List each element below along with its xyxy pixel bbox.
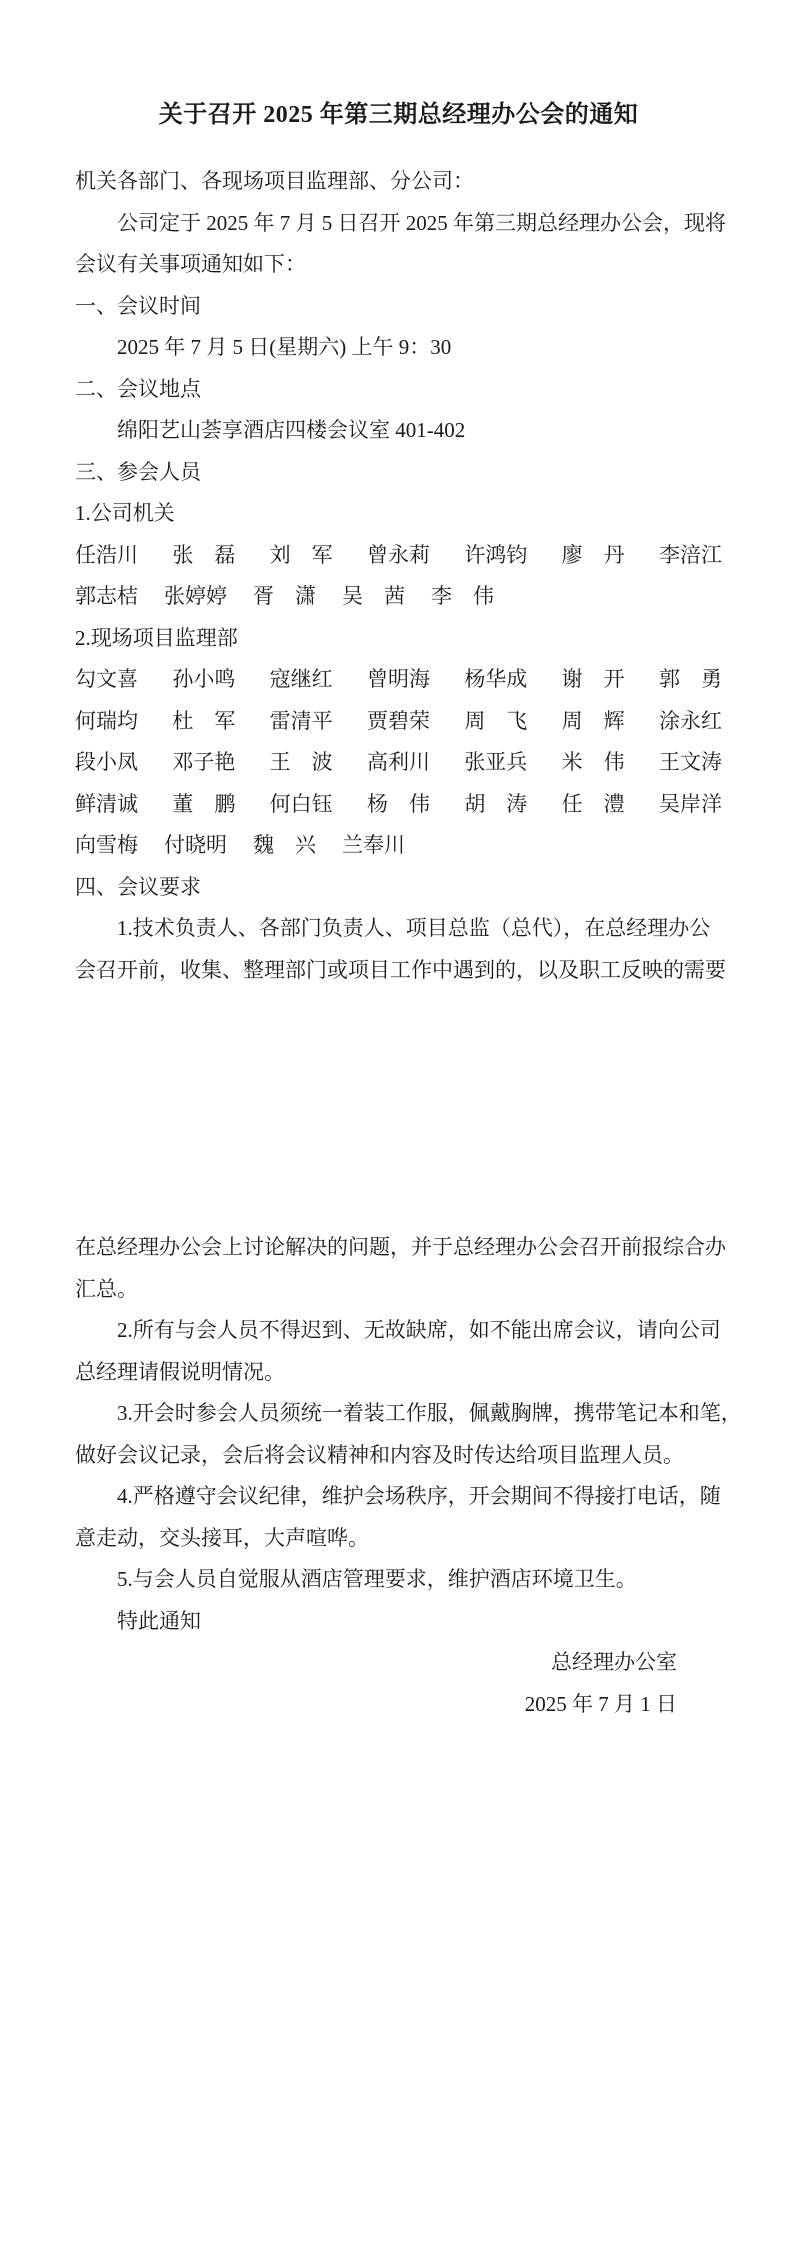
requirement-item4-line: 4.严格遵守会议纪律，维护会场秩序，开会期间不得接打电话，随 [117,1484,721,1508]
person-name: 曾明海 [366,667,430,691]
person-name: 雷清平 [269,708,333,733]
requirement-item2-line: 2.所有与会人员不得迟到、无故缺席，如不能出席会议，请向公司 [117,1318,721,1342]
requirement-item3-line: 3.开会时参会人员须统一着装工作服，佩戴胸牌，携带笔记本和笔， [117,1401,742,1425]
person-name: 胥 潇 [253,584,316,608]
person-name: 吴岸洋 [658,791,722,816]
person-name: 勾文喜 [75,667,138,691]
person-name: 段小凤 [75,750,138,774]
person-name: 米 伟 [561,750,625,774]
person-name: 胡 涛 [464,791,528,816]
requirement-item4-line: 意走动，交头接耳，大声喧哗。 [75,1525,369,1550]
person-name: 兰奉川 [342,833,405,857]
person-name: 何白钰 [269,791,333,816]
person-name: 张 磊 [172,542,236,567]
person-name: 周 辉 [561,708,625,733]
person-name: 李涪江 [658,542,722,567]
person-name: 王 波 [269,750,333,774]
person-name: 郭志桔 [75,584,138,608]
document-title: 关于召开 2025 年第三期总经理办公会的通知 [158,102,639,128]
section-participants-heading: 三、参会人员 [75,459,201,484]
person-name: 付晓明 [164,833,227,857]
site-names-row [75,659,722,701]
person-name: 李 伟 [431,584,494,608]
site-names-row [75,784,722,826]
person-name: 王文涛 [658,750,722,774]
requirement-item1-line: 1.技术负责人、各部门负责人、项目总监（总代），在总经理办公 [117,916,711,940]
requirement-item2-line: 总经理请假说明情况。 [75,1359,285,1384]
requirement-item1-line: 汇总。 [75,1276,138,1301]
person-name: 廖 丹 [561,542,625,567]
company-names-row [75,576,722,618]
person-name: 孙小鸣 [172,667,236,691]
requirement-item5-line: 5.与会人员自觉服从酒店管理要求，维护酒店环境卫生。 [117,1567,637,1591]
person-name: 杜 军 [172,708,236,733]
closing-phrase: 特此通知 [117,1608,201,1633]
person-name: 鲜清诚 [75,791,138,816]
person-name: 任浩川 [75,542,138,567]
site-names-row [75,825,722,867]
person-name: 任 澧 [561,791,625,816]
person-name: 周 飞 [464,708,528,733]
person-name: 何瑞均 [75,708,138,733]
requirement-item3-line: 做好会议记录，会后将会议精神和内容及时传达给项目监理人员。 [75,1442,684,1467]
person-name: 邓子艳 [172,750,236,774]
person-name: 董 鹏 [172,791,236,816]
person-name: 高利川 [366,750,430,774]
person-name: 刘 军 [269,542,333,567]
intro-line: 会议有关事项通知如下： [75,252,306,276]
salutation: 机关各部门、各现场项目监理部、分公司： [75,169,474,193]
person-name: 郭 勇 [658,667,722,691]
person-name: 贾碧荣 [366,708,430,733]
site-names-row [75,742,722,784]
site-names-row [75,701,722,743]
requirement-item1-line: 会召开前，收集、整理部门或项目工作中遇到的，以及职工反映的需要 [75,957,726,982]
intro-line: 公司定于 2025 年 7 月 5 日召开 2025 年第三期总经理办公会，现将 [117,210,726,235]
section-place-heading: 二、会议地点 [75,376,201,401]
person-name: 张亚兵 [464,750,528,774]
person-name: 张婷婷 [164,584,227,608]
person-name: 向雪梅 [75,833,138,857]
meeting-place: 绵阳艺山荟享酒店四楼会议室 401-402 [117,418,466,442]
person-name: 曾永莉 [366,542,430,567]
page-break-gap [75,991,722,1227]
person-name: 寇继红 [269,667,333,691]
signature-date: 2025 年 7 月 1 日 [524,1691,677,1716]
person-name: 许鸿钧 [464,542,528,567]
person-name: 涂永红 [658,708,722,733]
meeting-time: 2025 年 7 月 5 日(星期六) 上午 9：30 [117,335,452,359]
signature-office: 总经理办公室 [551,1650,677,1674]
person-name: 谢 开 [561,667,625,691]
person-name: 吴 茜 [342,584,405,608]
person-name: 杨华成 [464,667,528,691]
person-name: 魏 兴 [253,833,316,857]
site-group-label: 2.现场项目监理部 [75,625,238,650]
person-name: 杨 伟 [366,791,430,816]
company-names-row [75,535,722,577]
section-time-heading: 一、会议时间 [75,293,201,318]
company-group-label: 1.公司机关 [75,501,175,525]
section-requirements-heading: 四、会议要求 [75,874,201,899]
requirement-item1-line: 在总经理办公会上讨论解决的问题，并于总经理办公会召开前报综合办 [75,1235,726,1259]
